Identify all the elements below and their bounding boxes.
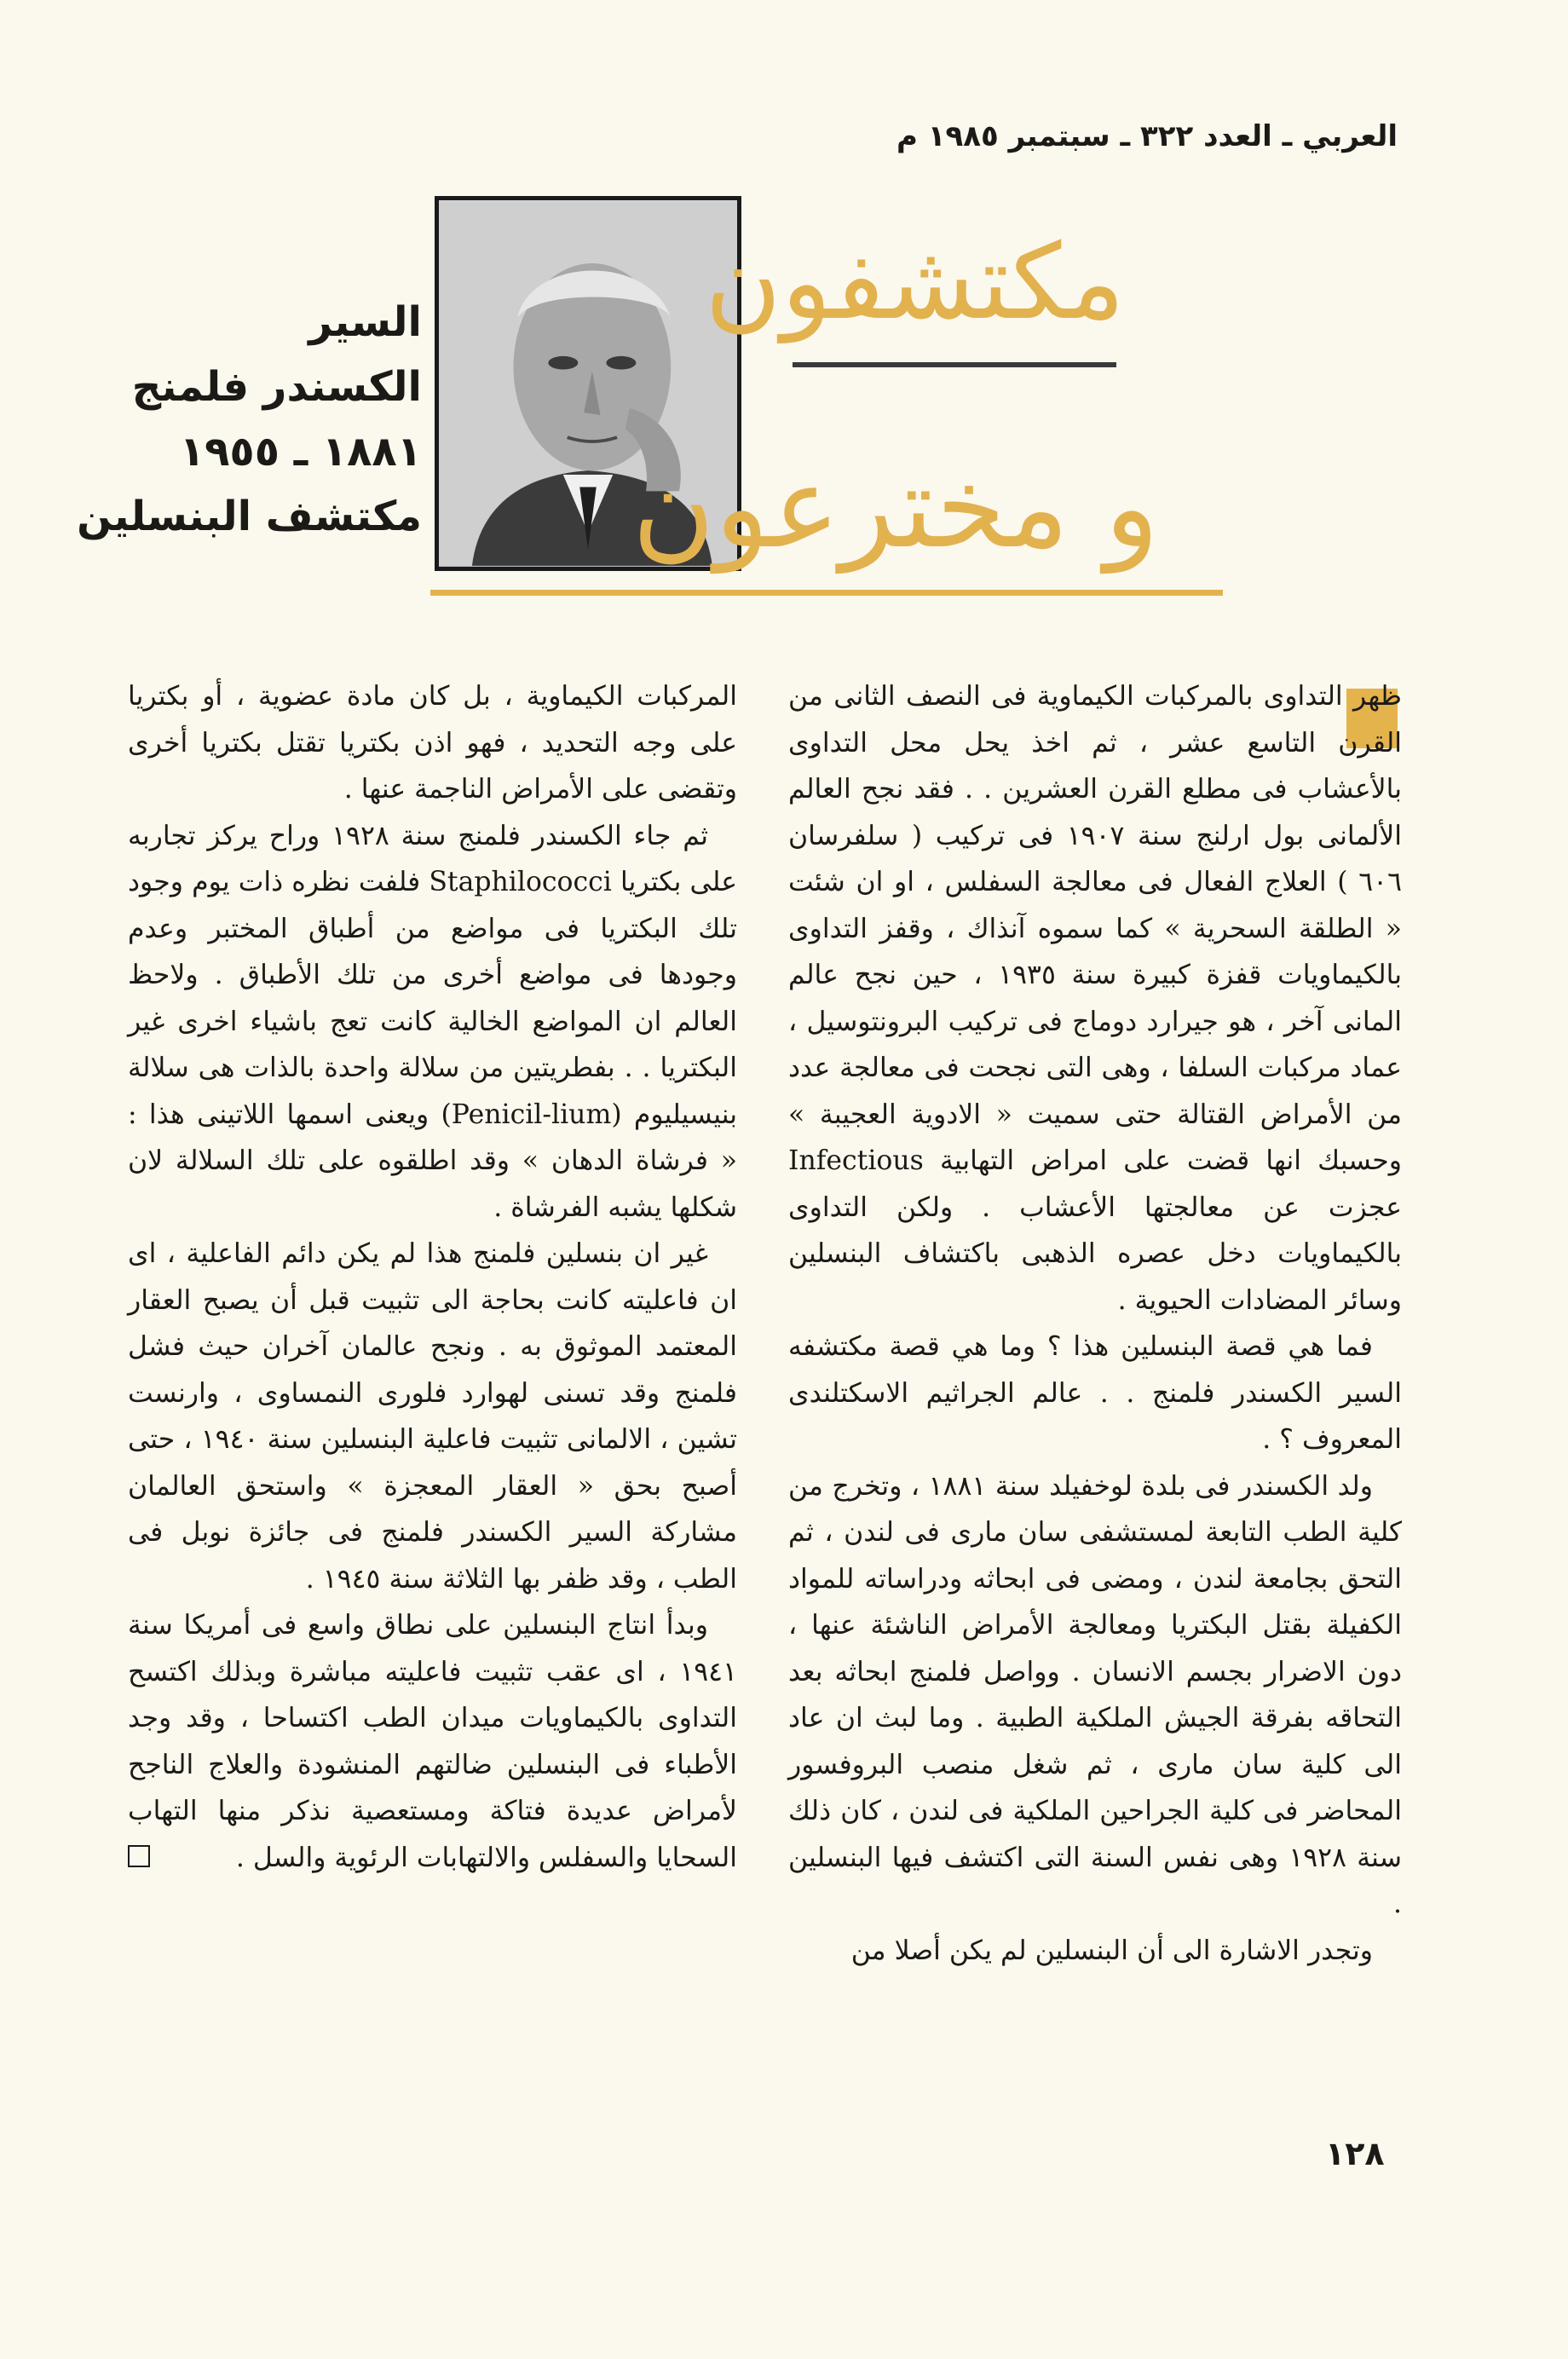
caption-name: الكسندر فلمنج	[131, 363, 422, 411]
paragraph: ظهر التداوى بالمركبات الكيماوية فى النصف الثانى من القرن التاسع عشر ، ثم اخذ يحل محل التداوى بالأعشاب فى مطلع القرن العشرين . . فقد نجح العالم الألمانى بول ارلنج سنة ١٩٠٧ فى تركيب ( سلفرسان ٦٠٦ ) العلاج الفعال فى معالجة السفلس ، او ان شئت « الطلقة السحرية » كما سموه آنذاك ، وقفز التداوى بالكيماويات قفزة كبيرة سنة ١٩٣٥ ، حين نجح عالم المانى آخر ، هو جيرارد دوماج فى تركيب البرونتوسيل ، عماد مركبات السلفا ، وهى التى نجحت فى معالجة عدد من الأمراض القتالة حتى سميت « الادوية العجيبة » وحسبك انها قضت على امراض التهابية Infectious عجزت عن معالجتها الأعشاب . ولكن التداوى بالكيماويات دخل عصره الذهبى باكتشاف البنسلين وسائر المضادات الحيوية .	[788, 681, 1402, 1316]
title-divider	[793, 362, 1116, 367]
paragraph: فما هي قصة البنسلين هذا ؟ وما هي قصة مكتشفه السير الكسندر فلمنج . . عالم الجراثيم الاسكتلندى المعروف ؟ .	[788, 1331, 1402, 1455]
title-inventors: و مخترعون	[631, 442, 1159, 574]
paragraph: ثم جاء الكسندر فلمنج سنة ١٩٢٨ وراح يركز تجاربه على بكتريا Staphilococci فلفت نظره ذات يوم وجود تلك البكتريا فى مواضع من أطباق المختبر وعدم وجودها فى مواضع أخرى من تلك الأطباق . ولاحظ العالم ان المواضع الخالية كانت تعج باشياء اخرى غير البكتريا . . بفطريتين من سلالة واحدة بالذات هى سلالة بنيسيليوم (Penicil-lium) ويعنى اسمها اللاتينى هذا : « فرشاة الدهان » وقد اطلقوه على تلك السلالة لان شكلها يشبه الفرشاة .	[128, 820, 737, 1223]
page-number: ١٢٨	[1325, 2135, 1385, 2172]
accent-rule	[430, 590, 1223, 596]
paragraph: غير ان بنسلين فلمنج هذا لم يكن دائم الفاعلية ، اى ان فاعليته كانت بحاجة الى تثبيت قبل أن يصبح العقار المعتمد الموثوق به . ونجح عالمان آخران حيث فشل فلمنج وقد تسنى لهوارد فلورى النمساوى ، وارنست تشين ، الالمانى تثبيت فاعلية البنسلين سنة ١٩٤٠ ، حتى أصبح بحق « العقار المعجزة » واستحق العالمان مشاركة السير الكسندر فلمنج فى جائزة نوبل فى الطب ، وقد ظفر بها الثلاثة سنة ١٩٤٥ .	[128, 1238, 737, 1595]
issue-header: العربي ـ العدد ٣٢٢ ـ سبتمبر ١٩٨٥ م	[896, 119, 1398, 153]
paragraph-last	[128, 1602, 737, 1881]
caption-role: مكتشف البنسلين	[77, 493, 422, 540]
paragraph: ولد الكسندر فى بلدة لوخفيلد سنة ١٨٨١ ، وتخرج من كلية الطب التابعة لمستشفى سان مارى فى لندن ، ثم التحق بجامعة لندن ، ومضى فى ابحاثه ودراساته للمواد الكفيلة بقتل البكتريا ومعالجة الأمراض الناشئة عنها ، دون الاضرار بجسم الانسان . وواصل فلمنج ابحاثه بعد التحاقه بفرقة الجيش الملكية الطبية . وما لبث ان عاد الى كلية سان مارى ، ثم شغل منصب البروفسور المحاضر فى كلية الجراحين الملكية فى لندن ، كان ذلك سنة ١٩٢٨ وهى نفس السنة التى اكتشف فيها البنسلين .	[788, 1470, 1402, 1919]
portrait-caption	[77, 290, 422, 549]
paragraph: وتجدر الاشارة الى أن البنسلين لم يكن أصلا من	[850, 1935, 1373, 1966]
caption-years: ١٨٨١ ـ ١٩٥٥	[179, 428, 422, 476]
article-column-right	[788, 673, 1402, 1974]
paragraph-text: وبدأ انتاج البنسلين على نطاق واسع فى أمريكا سنة ١٩٤١ ، اى عقب تثبيت فاعليته مباشرة وبذلك اكتسح التداوى بالكيماويات ميدان الطب اكتساحا ، وقد وجد الأطباء فى البنسلين ضالتهم المنشودة والعلاج الناجح لأمراض عديدة فتاكة ومستعصية نذكر منها التهاب السحايا والسفلس والالتهابات الرئوية والسل .	[128, 1610, 737, 1873]
article-column-left	[128, 673, 737, 1881]
caption-honorific: السير	[308, 298, 422, 346]
paragraph: المركبات الكيماوية ، بل كان مادة عضوية ، أو بكتريا على وجه التحديد ، فهو اذن بكتريا تقتل بكتريا أخرى وتقضى على الأمراض الناجمة عنها .	[128, 681, 737, 805]
title-discoverers: مكتشفون	[705, 222, 1125, 343]
end-box-icon	[128, 1845, 150, 1867]
